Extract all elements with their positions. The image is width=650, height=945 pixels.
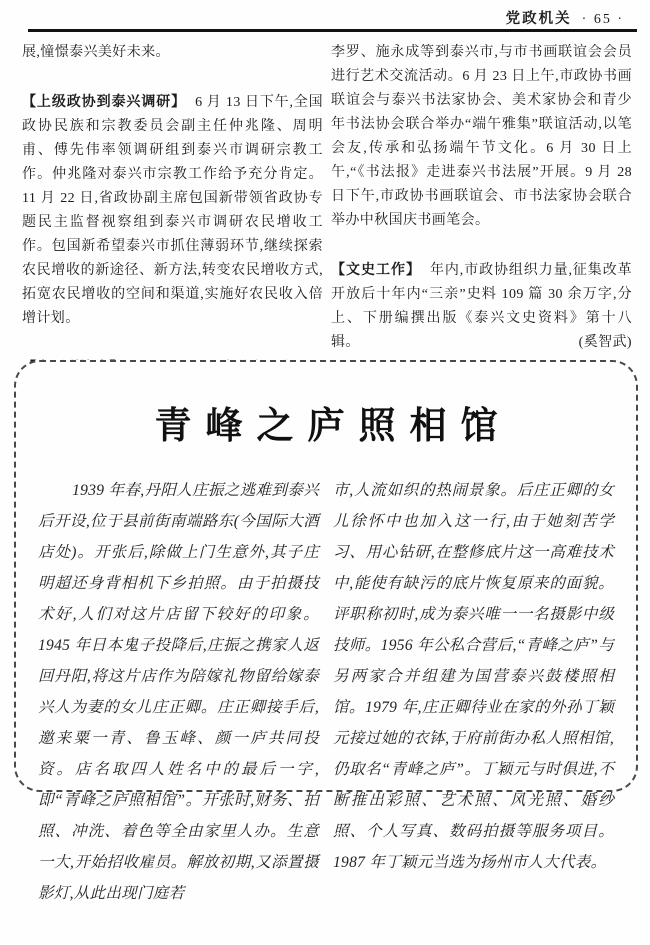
running-head	[506, 7, 624, 28]
continuation-paragraph: 展,憧憬泰兴美好未来。	[22, 45, 170, 60]
feature-text-left: 1939 年春,丹阳人庄振之逃难到泰兴后开设,位于县前街南端路东(今国际大酒店处)。开张后,除做上门生意外,其子庄明超还身背相机下乡拍照。由于拍摄技术好,人们对这片店留下较好的印象。1945 年日本鬼子投降后,庄振之携家人返回丹阳,将这片店作为陪嫁礼物留给嫁泰兴人为妻的女儿庄正卿。庄正卿接手后,邀来粟一青、鲁玉峰、颜一庐共同投资。店名取四人姓名中的最后一字,即“青峰之庐照相馆”。开张时,财务、拍照、冲洗、着色等全由家里人办。生意一大,开始招收雇员。解放初期,又添置摄影灯,从此出现门庭若	[38, 482, 319, 902]
page-number: · 65 ·	[581, 12, 624, 27]
feature-column-left	[38, 475, 319, 909]
entry-text: 6 月 13 日下午,全国政协民族和宗教委员会副主任仲兆隆、周明甫、傅先伟率领调研组到泰兴市调研宗教工作。仲兆隆对泰兴市宗教工作给予充分肯定。11 月 22 日,省政协副主席包国新带领省政协专题民主监督视察组到泰兴市调研农民增收工作。包国新希望泰兴市抓住薄弱环节,继续探索农民增收的新途径、新方法,转变农民增收方式,拓宽农民增收的空间和渠道,实施好农民收入倍增计划。	[22, 95, 324, 326]
entry-paragraph	[22, 89, 323, 331]
feature-column-right	[333, 475, 614, 909]
entry-paragraph	[331, 257, 632, 355]
text-column-right	[331, 41, 632, 355]
photo-studio-feature-box	[14, 360, 638, 902]
continuation-paragraph: 李罗、施永成等到泰兴市,与市书画联谊会会员进行艺术交流活动。6 月 23 日上午,市政协书画联谊会与泰兴书法家协会、美术家协会和青少年书法协会联合举办“端午雅集”联谊活动,以笔会友,传承和弘扬端午节文化。6 月 30 日上午,“《书法报》走进泰兴书法展”开展。9 月 28 日下午,市政协书画联谊会、市书法家协会联合举办中秋国庆书画笔会。	[331, 45, 632, 228]
text-column-left	[22, 41, 323, 405]
entry-text: 年内,市政协组织力量,征集改革开放后十年内“三亲”史料 109 篇 30 余万字,分上、下册编撰出版《泰兴文史资料》第十八辑。	[331, 263, 632, 350]
entry-label: 【上级政协到泰兴调研】	[22, 93, 187, 109]
section-title: 党政机关	[505, 11, 572, 27]
header-rule	[28, 29, 637, 32]
feature-box-columns	[16, 449, 636, 909]
entry-label: 【文史工作】	[331, 261, 421, 277]
feature-box-title: 青峰之庐照相馆	[154, 403, 512, 447]
feature-text-right: 市,人流如织的热闹景象。后庄正卿的女儿徐怀中也加入这一行,由于她刻苦学习、用心钻研,在整修底片这一高难技术中,能使有缺污的底片恢复原来的面貌。评职称初时,成为泰兴唯一一名摄影中级技师。1956 年公私合营后,“青峰之庐”与另两家合并组建为国营泰兴鼓楼照相馆。1979 年,庄正卿待业在家的外孙丁颖元接过她的衣钵,于府前街办私人照相馆,仍取名“青峰之庐”。丁颖元与时俱进,不断推出彩照、艺术照、风光照、婚纱照、个人写真、数码拍摄等服务项目。1987 年丁颖元当选为扬州市人大代表。	[333, 482, 614, 871]
author-byline: (奚智武)	[578, 335, 632, 350]
